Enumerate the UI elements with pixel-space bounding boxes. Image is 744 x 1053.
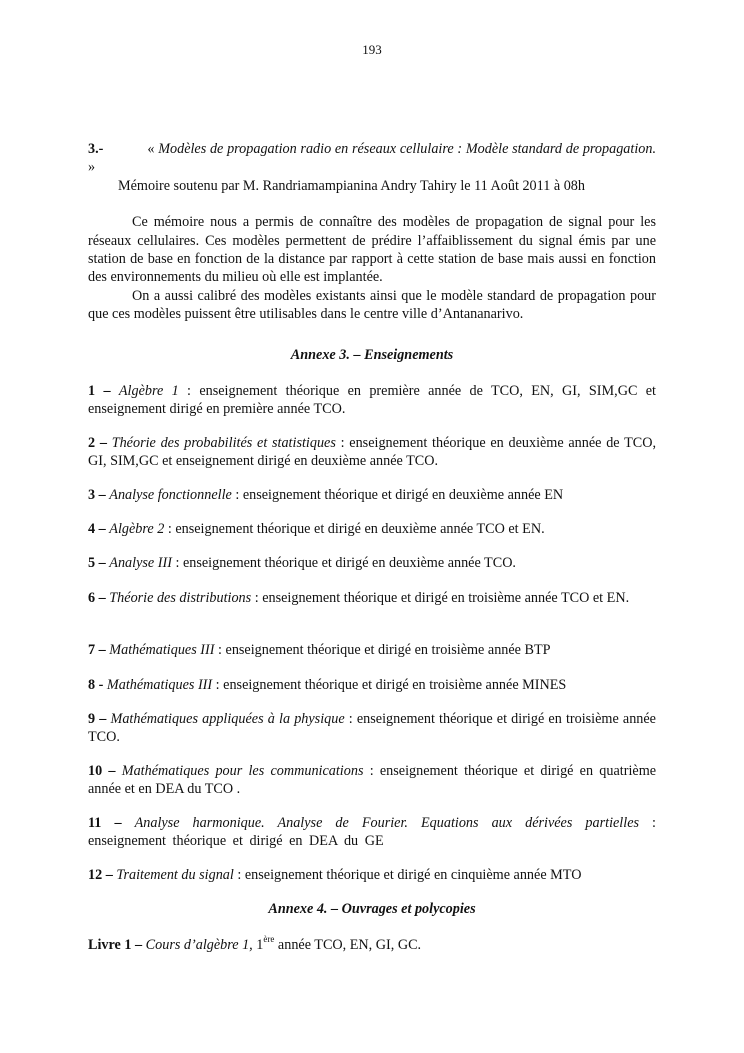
memoir-block xyxy=(88,140,656,324)
memoir-defended: Mémoire soutenu par M. Randriamampianina Andry Tahiry le 11 Août 2011 à 08h xyxy=(118,177,585,194)
annexe3-item xyxy=(88,589,656,607)
memoir-title: Modèles de propagation radio en réseaux cellulaire : Modèle standard de propagation. xyxy=(158,141,657,157)
annexe3-item xyxy=(88,814,656,851)
item-number: 7 – xyxy=(88,642,106,658)
item-text: : enseignement théorique et dirigé en deuxième année EN xyxy=(231,487,564,503)
item-title: Algèbre 1 xyxy=(118,383,179,399)
livre-year-num: 1 xyxy=(256,937,264,953)
item-title: Traitement du signal xyxy=(116,867,234,883)
item-text: : enseignement théorique et dirigé en troisième année TCO. xyxy=(88,711,656,746)
item-text: : enseignement théorique et dirigé en troisième année BTP xyxy=(214,642,551,658)
item-title: Théorie des probabilités et statistiques xyxy=(111,435,336,451)
livre-text: année TCO, EN, GI, GC. xyxy=(274,937,422,953)
annexe4-heading: Annexe 4. – Ouvrages et polycopies xyxy=(268,901,476,917)
memoir-number: 3.- xyxy=(88,141,104,157)
annexe3-item xyxy=(88,641,656,659)
item-text: : enseignement théorique et dirigé en cinquième année MTO xyxy=(233,867,582,883)
item-number: 11 – xyxy=(88,815,122,831)
annexe3-heading: Annexe 3. – Enseignements xyxy=(290,347,454,363)
item-title: Mathématiques appliquées à la physique xyxy=(110,711,345,727)
annexe3-item xyxy=(88,554,656,572)
item-text: : enseignement théorique et dirigé en quatrième année et en DEA du TCO . xyxy=(88,763,657,798)
memoir-paragraph-2: On a aussi calibré des modèles existants ainsi que le modèle standard de propagation pour que ces modèles puissent être utilisables dans le centre ville d’Antananarivo. xyxy=(88,287,656,323)
item-number: 12 – xyxy=(88,867,113,883)
item-number: 10 – xyxy=(88,763,116,779)
annexe3-item xyxy=(88,710,656,747)
memoir-paragraph-1: Ce mémoire nous a permis de connaître des modèles de propagation de signal pour les réseaux cellulaires. Ces modèles permettent de prédire l’affaiblissement du signal émis par une station de base en fonction de la distance par rapport à cette station de base mais aussi en fonction des environnements du milieu où elle est implantée. xyxy=(88,214,656,286)
annexe3-item xyxy=(88,520,656,538)
annexe3-item xyxy=(88,762,656,799)
item-text: : enseignement théorique et dirigé en deuxième année TCO. xyxy=(171,555,516,571)
item-title: Analyse harmonique. Analyse de Fourier. Equations aux dérivées partielles xyxy=(134,815,640,831)
item-number: 1 – xyxy=(88,383,111,399)
memoir-quote-close: » xyxy=(88,159,96,176)
livre-year-sup: ère xyxy=(263,934,275,944)
item-title: Algèbre 2 xyxy=(109,521,165,537)
item-text: : enseignement théorique et dirigé en DEA du GE xyxy=(88,815,657,850)
item-title: Analyse III xyxy=(109,555,172,571)
item-number: 2 – xyxy=(88,435,107,451)
livre-title: Cours d’algèbre 1, xyxy=(145,937,253,953)
annexe3-item xyxy=(88,676,656,694)
item-number: 4 – xyxy=(88,521,106,537)
item-number: 5 – xyxy=(88,555,106,571)
livre-1 xyxy=(88,936,656,954)
memoir-title-line xyxy=(88,140,656,177)
item-text: : enseignement théorique et dirigé en deuxième année TCO et EN. xyxy=(164,521,545,537)
item-text: : enseignement théorique en deuxième année de TCO, GI, SIM,GC et enseignement dirigé en deuxième année TCO. xyxy=(88,435,657,470)
item-text: : enseignement théorique en première année de TCO, EN, GI, SIM,GC et enseignement dirigé en première année TCO. xyxy=(88,383,656,418)
annexe3-item xyxy=(88,434,656,471)
page-number: 193 xyxy=(362,42,382,57)
memoir-quote-open: « xyxy=(147,141,159,157)
item-title: Théorie des distributions xyxy=(109,590,252,606)
annexe3-item xyxy=(88,866,656,884)
livre-label: Livre 1 – xyxy=(88,937,143,953)
item-number: 9 – xyxy=(88,711,107,727)
item-title: Mathématiques III xyxy=(106,677,213,693)
annexe3-item xyxy=(88,382,656,419)
item-number: 3 – xyxy=(88,487,106,503)
item-title: Analyse fonctionnelle xyxy=(109,487,232,503)
item-text: : enseignement théorique et dirigé en troisième année MINES xyxy=(212,677,567,693)
item-text: : enseignement théorique et dirigé en troisième année TCO et EN. xyxy=(251,590,630,606)
annexe3-item xyxy=(88,486,656,504)
item-number: 6 – xyxy=(88,590,106,606)
item-title: Mathématiques III xyxy=(109,642,215,658)
item-title: Mathématiques pour les communications xyxy=(121,763,364,779)
item-number: 8 - xyxy=(88,677,104,693)
